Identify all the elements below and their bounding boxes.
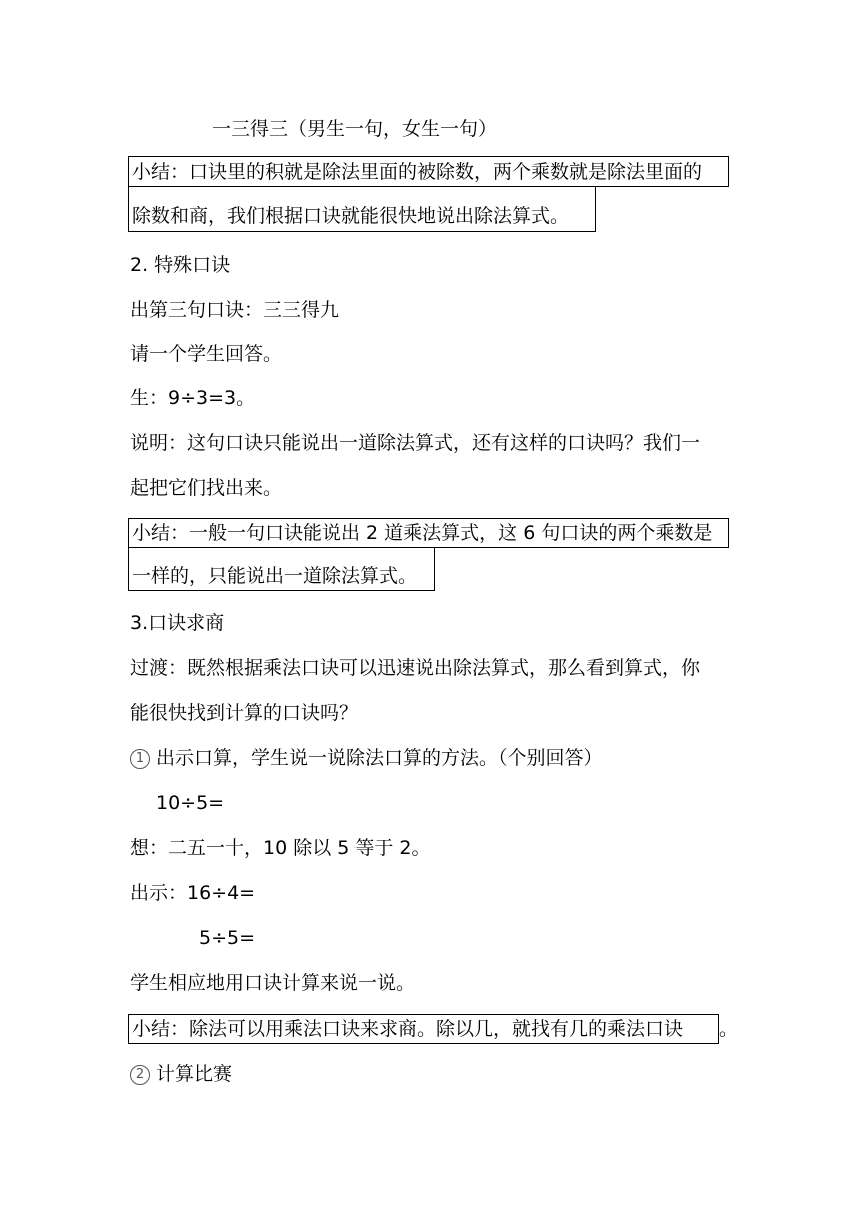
item-text: 出示口算，学生说一说除法口算的方法。（个别回答）	[156, 747, 603, 769]
formula: 10÷5=	[156, 792, 225, 814]
text-line: 出第三句口诀：三三得九	[130, 299, 340, 321]
summary-text: 小结：口诀里的积就是除法里面的被除数，两个乘数就是除法里面的	[132, 161, 703, 183]
numbered-item	[130, 1060, 232, 1088]
text-line: 起把它们找出来。	[130, 477, 283, 499]
text-line: 学生相应地用口诀计算来说一说。	[130, 972, 416, 994]
summary-text: 小结：一般一句口诀能说出 2 道乘法算式，这 6 句口诀的两个乘数是	[132, 522, 713, 544]
formula: 5÷5=	[199, 927, 256, 949]
text-line: 生：9÷3=3。	[130, 387, 256, 409]
circled-number-icon: 1	[130, 749, 150, 769]
summary-text: 除数和商，我们根据口诀就能很快地说出除法算式。	[132, 205, 570, 227]
formula: 出示：16÷4=	[130, 882, 256, 904]
section-heading: 2. 特殊口诀	[130, 254, 231, 276]
text-line: 一三得三（男生一句，女生一句）	[212, 118, 498, 140]
text-line: 能很快找到计算的口诀吗？	[130, 702, 359, 724]
numbered-item	[130, 744, 603, 772]
circled-number-icon: 2	[130, 1065, 150, 1085]
text-line: 想：二五一十，10 除以 5 等于 2。	[130, 837, 431, 859]
text-line: 说明：这句口诀只能说出一道除法算式，还有这样的口诀吗？我们一	[130, 432, 701, 454]
text-line: 请一个学生回答。	[130, 343, 283, 365]
text-line: 过渡：既然根据乘法口诀可以迅速说出除法算式，那么看到算式，你	[130, 657, 701, 679]
summary-text: 小结：除法可以用乘法口诀来求商。除以几，就找有几的乘法口诀	[132, 1018, 684, 1040]
item-text: 计算比赛	[156, 1063, 233, 1085]
summary-text: 一样的，只能说出一道除法算式。	[132, 565, 418, 587]
summary-punctuation: 。	[719, 1018, 739, 1040]
section-heading: 3.口诀求商	[130, 612, 225, 634]
